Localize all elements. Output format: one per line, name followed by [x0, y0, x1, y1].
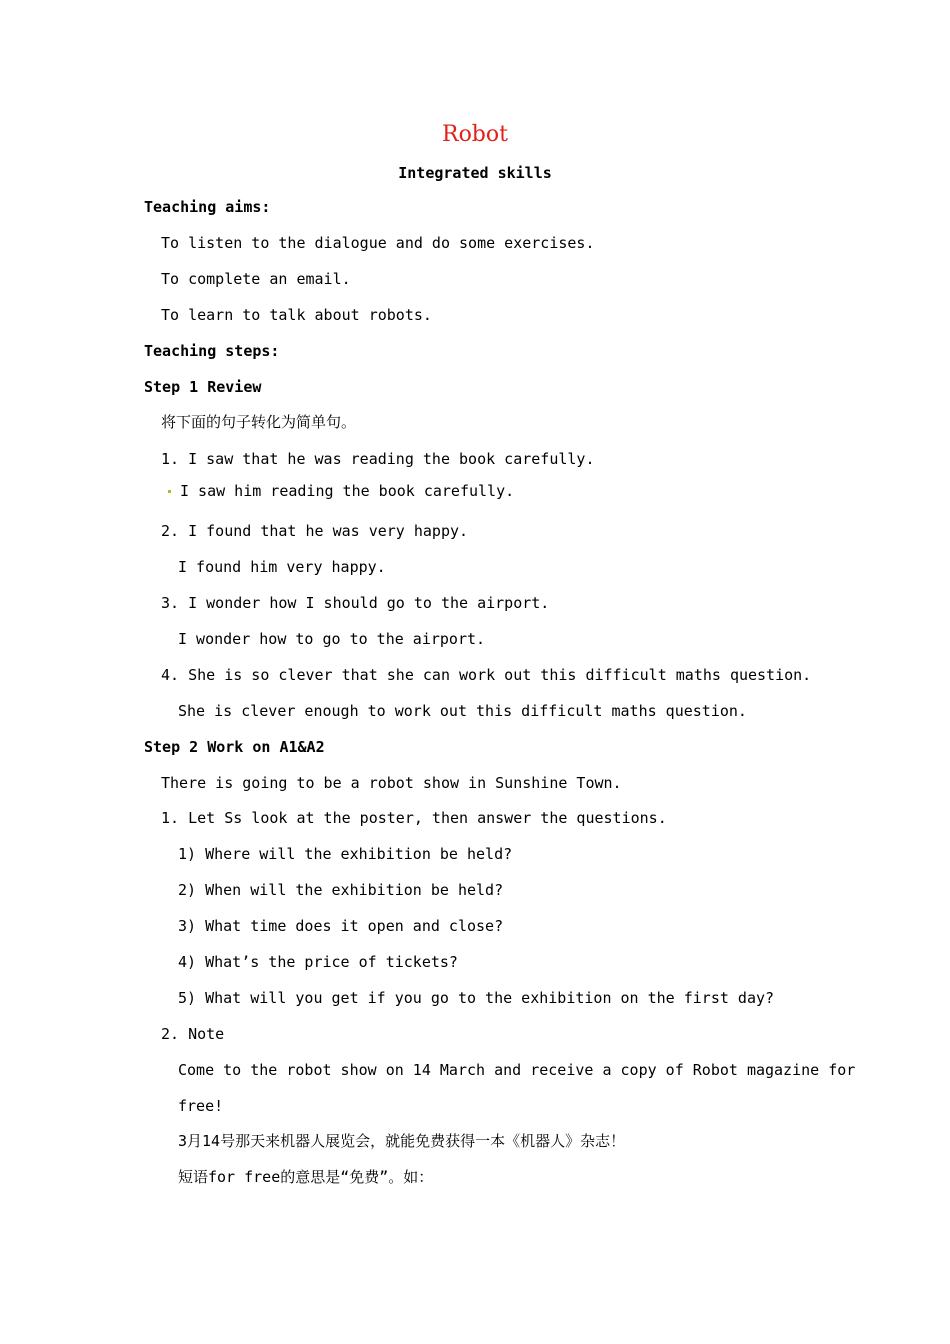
- note-text: Come to the robot show on 14 March and receive a copy of Robot magazine for: [178, 1061, 856, 1079]
- review-question: 3. I wonder how I should go to the airport.: [161, 594, 550, 612]
- teaching-steps-heading: Teaching steps:: [144, 342, 280, 360]
- review-answer: I wonder how to go to the airport.: [178, 630, 486, 648]
- step2-intro: There is going to be a robot show in Sunshine Town.: [161, 774, 622, 792]
- note-phrase: 短语for free的意思是“免费”。如：: [178, 1168, 434, 1186]
- aim-item: To listen to the dialogue and do some exercises.: [161, 234, 595, 252]
- aim-item: To complete an email.: [161, 270, 351, 288]
- review-question: 1. I saw that he was reading the book carefully.: [161, 450, 595, 468]
- step2-task: 1. Let Ss look at the poster, then answer the questions.: [161, 809, 667, 827]
- review-answer: I found him very happy.: [178, 558, 386, 576]
- teaching-aims-heading: Teaching aims:: [144, 198, 271, 216]
- step1-heading: Step 1 Review: [144, 378, 262, 396]
- poster-question: 2) When will the exhibition be held?: [178, 881, 504, 899]
- review-answer: I saw him reading the book carefully.: [180, 482, 515, 500]
- step2-heading: Step 2 Work on A1&A2: [144, 738, 325, 756]
- poster-question: 1) Where will the exhibition be held?: [178, 845, 513, 863]
- step2-note-heading: 2. Note: [161, 1025, 225, 1043]
- document-subtitle: Integrated skills: [398, 164, 552, 182]
- poster-question: 3) What time does it open and close?: [178, 917, 504, 935]
- review-question: 4. She is so clever that she can work out this difficult maths question.: [161, 666, 812, 684]
- note-chinese: 3月14号那天来机器人展览会，就能免费获得一本《机器人》杂志！: [178, 1132, 626, 1150]
- aim-item: To learn to talk about robots.: [161, 306, 432, 324]
- note-text: free!: [178, 1097, 224, 1115]
- document-title: Robot: [442, 122, 508, 147]
- review-question: 2. I found that he was very happy.: [161, 522, 469, 540]
- annotation-mark: [168, 490, 171, 493]
- poster-question: 5) What will you get if you go to the exhibition on the first day?: [178, 989, 775, 1007]
- poster-question: 4) What’s the price of tickets?: [178, 953, 458, 971]
- review-answer: She is clever enough to work out this difficult maths question.: [178, 702, 747, 720]
- step1-instruction: 将下面的句子转化为简单句。: [161, 413, 357, 431]
